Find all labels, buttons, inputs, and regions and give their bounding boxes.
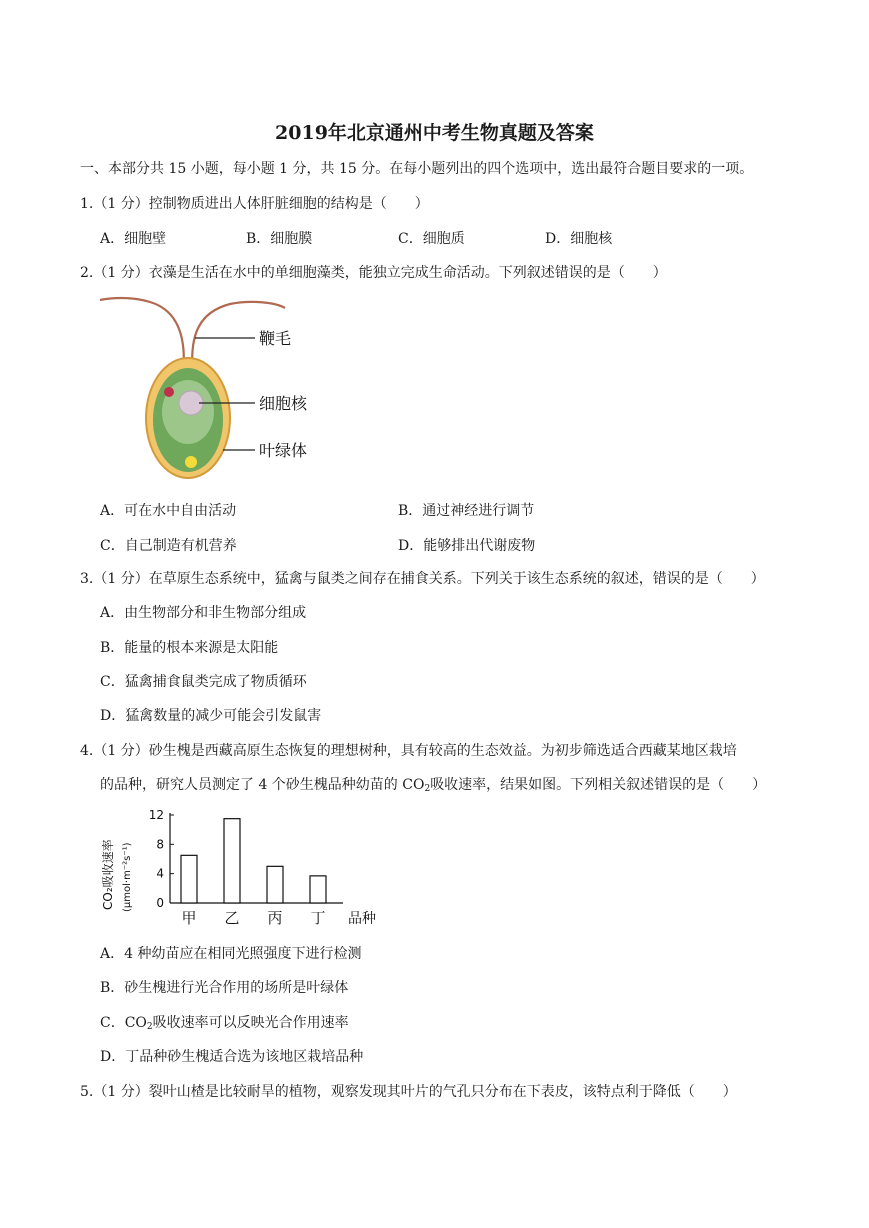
question-4-stem-line1: 4.（1 分）砂生槐是西藏高原生态恢复的理想树种，具有较高的生态效益。为初步筛选适合西藏某地区栽培 — [80, 743, 737, 759]
q2-option-c: C．自己制造有机营养 — [100, 538, 237, 554]
bar-3 — [267, 866, 283, 903]
label-flagellum: 鞭毛 — [259, 329, 292, 348]
x-tick-label: 甲 — [181, 909, 197, 927]
q2-option-d: D．能够排出代谢废物 — [398, 538, 536, 554]
q3-option-d: D．猛禽数量的减少可能会引发鼠害 — [100, 708, 322, 724]
bar-4 — [310, 876, 326, 903]
q2-option-a: A．可在水中自由活动 — [100, 503, 237, 519]
q4-option-b: B．砂生槐进行光合作用的场所是叶绿体 — [100, 980, 349, 996]
question-1-stem: 1.（1 分）控制物质进出人体肝脏细胞的结构是（ ） — [80, 196, 429, 212]
co2-bar-chart — [98, 802, 398, 932]
q2-option-b: B．通过神经进行调节 — [398, 503, 535, 519]
q1-option-b: B．细胞膜 — [246, 231, 313, 247]
bar-1 — [181, 855, 197, 903]
q3-option-a: A．由生物部分和非生物部分组成 — [100, 605, 307, 621]
y-axis-label-line1: CO₂吸收速率 — [101, 839, 115, 910]
x-tick-label: 乙 — [224, 909, 240, 927]
chart-body — [149, 808, 376, 927]
y-tick-label: 12 — [148, 808, 164, 822]
question-4-stem-line2: 的品种，研究人员测定了 4 个砂生槐品种幼苗的 $CO_2$吸收速率，结果如图。下列相关叙述错误的是（ ） — [100, 777, 767, 794]
pyrenoid — [185, 456, 197, 468]
section-instruction: 一、本部分共 15 小题，每小题 1 分，共 15 分。在每小题列出的四个选项中，选出最符合题目要求的一项。 — [80, 161, 754, 177]
question-2-stem: 2.（1 分）衣藻是生活在水中的单细胞藻类，能独立完成生命活动。下列叙述错误的是（ ） — [80, 265, 667, 281]
q4-option-a: A．4 种幼苗应在相同光照强度下进行检测 — [100, 946, 362, 962]
y-tick-label: 4 — [156, 866, 164, 881]
q1-option-c: C．细胞质 — [398, 231, 465, 247]
chlamydomonas-figure — [95, 290, 325, 490]
q1-option-d: D．细胞核 — [545, 231, 613, 247]
q3-option-b: B．能量的根本来源是太阳能 — [100, 640, 279, 656]
question-3-stem: 3.（1 分）在草原生态系统中，猛禽与鼠类之间存在捕食关系。下列关于该生态系统的叙述，错误的是（ ） — [80, 571, 765, 587]
eyespot — [164, 387, 174, 397]
x-tick-label: 丙 — [267, 909, 283, 927]
q1-option-a: A．细胞壁 — [100, 231, 167, 247]
x-axis-label: 品种 — [348, 911, 376, 927]
q4-option-d: D．丁品种砂生槐适合选为该地区栽培品种 — [100, 1049, 364, 1065]
q3-option-c: C．猛禽捕食鼠类完成了物质循环 — [100, 674, 307, 690]
y-tick-label: 8 — [156, 837, 164, 852]
question-5-stem: 5.（1 分）裂叶山楂是比较耐旱的植物，观察发现其叶片的气孔只分布在下表皮，该特点利于降低（ ） — [80, 1084, 737, 1100]
y-axis-label-line2: (μmol·m⁻²s⁻¹) — [122, 842, 133, 912]
x-tick-label: 丁 — [310, 909, 326, 927]
label-nucleus: 细胞核 — [259, 394, 308, 413]
bar-2 — [224, 819, 240, 903]
page-title: 2019年北京通州中考生物真题及答案 — [275, 122, 594, 144]
q4-option-c: C．$CO_2$吸收速率可以反映光合作用速率 — [100, 1015, 349, 1032]
label-chloroplast: 叶绿体 — [259, 441, 308, 460]
y-tick-label: 0 — [156, 896, 164, 910]
y-axis-label — [100, 839, 133, 912]
